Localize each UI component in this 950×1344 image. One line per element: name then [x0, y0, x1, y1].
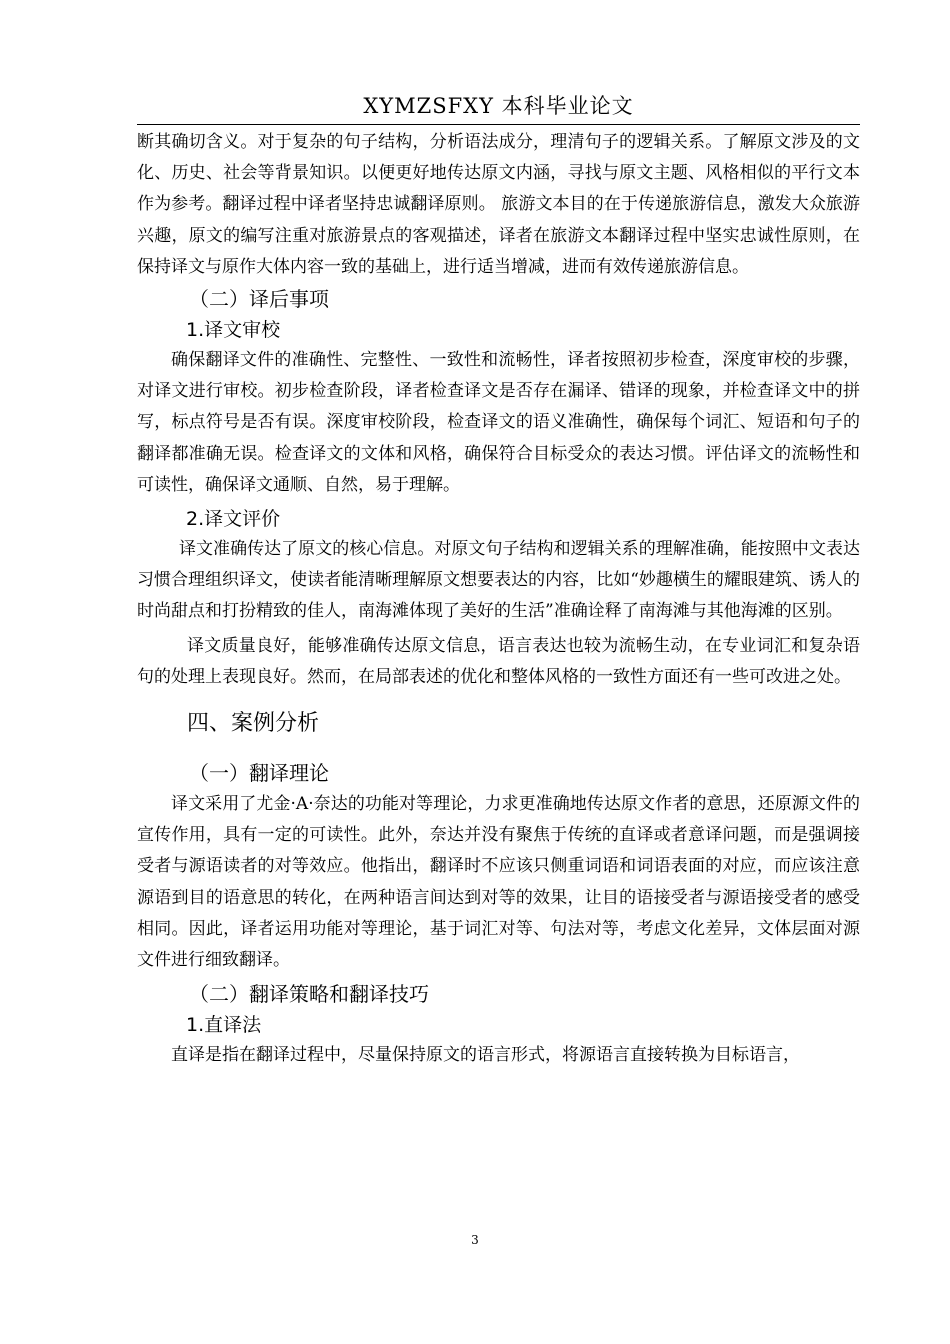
- paragraph-evaluation-quality: 译文质量良好，能够准确传达原文信息，语言表达也较为流畅生动，在专业词汇和复杂语句的处理上表现良好。然而，在局部表述的优化和整体风格的一致性方面还有一些可改进之处。: [137, 635, 860, 687]
- heading-literal-translation: 1.直译法: [186, 1014, 262, 1037]
- heading-strategies-techniques: （二）翻译策略和翻译技巧: [189, 982, 429, 1007]
- heading-translation-theory: （一）翻译理论: [189, 761, 329, 786]
- paragraph-translation-theory: 译文采用了尤金·A·奈达的功能对等理论，力求更准确地传达原文作者的意思，还原源文件的宣传作用，具有一定的可读性。此外，奈达并没有聚焦于传统的直译或者意译问题，而是强调接受者与源语读者的对等效应。他指出，翻译时不应该只侧重词语和词语表面的对应，而应该注意源语到目的语意思的转化，在两种语言间达到对等的效果，让目的语接受者与源语接受者的感受相同。因此，译者运用功能对等理论，基于词汇对等、句法对等，考虑文化差异，文体层面对源文件进行细致翻译。: [137, 794, 860, 971]
- page-header-title: XYMZSFXY 本科毕业论文: [363, 94, 634, 118]
- heading-translation-evaluation: 2.译文评价: [186, 508, 281, 531]
- paragraph-literal-translation: 直译是指在翻译过程中，尽量保持原文的语言形式，将源语言直接转换为目标语言，: [171, 1045, 800, 1066]
- paragraph-translation-principles: 断其确切含义。对于复杂的句子结构，分析语法成分，理清句子的逻辑关系。了解原文涉及的文化、历史、社会等背景知识。以便更好地传达原文内涵，寻找与原文主题、风格相似的平行文本作为参考。翻译过程中译者坚持忠诚翻译原则。 旅游文本目的在于传递旅游信息，激发大众旅游兴趣，原文的编写注重对旅游景点的客观描述，译者在旅游文本翻译过程中坚实忠诚性原则，在保持译文与原作大体内容一致的基础上，进行适当增减，进而有效传递旅游信息。: [137, 132, 860, 277]
- page-number: 3: [471, 1233, 479, 1247]
- paragraph-evaluation-accuracy: 译文准确传达了原文的核心信息。对原文句子结构和逻辑关系的理解准确，能按照中文表达习惯合理组织译文，使读者能清晰理解原文想要表达的内容，比如“妙趣横生的耀眼建筑、诱人的时尚甜点和打扮精致的佳人，南海滩体现了美好的生活”准确诠释了南海滩与其他海滩的区别。: [137, 539, 860, 622]
- heading-case-analysis: 四、案例分析: [187, 711, 320, 737]
- heading-post-translation: （二）译后事项: [189, 287, 329, 312]
- document-body: [137, 127, 860, 1071]
- heading-translation-review: 1.译文审校: [186, 319, 281, 342]
- paragraph-translation-review: 确保翻译文件的准确性、完整性、一致性和流畅性，译者按照初步检查，深度审校的步骤，对译文进行审校。初步检查阶段，译者检查译文是否存在漏译、错译的现象，并检查译文中的拼写，标点符号是否有误。深度审校阶段，检查译文的语义准确性，确保每个词汇、短语和句子的翻译都准确无误。检查译文的文体和风格，确保符合目标受众的表达习惯。评估译文的流畅性和可读性，确保译文通顺、自然，易于理解。: [137, 350, 860, 495]
- header-rule: [137, 124, 860, 125]
